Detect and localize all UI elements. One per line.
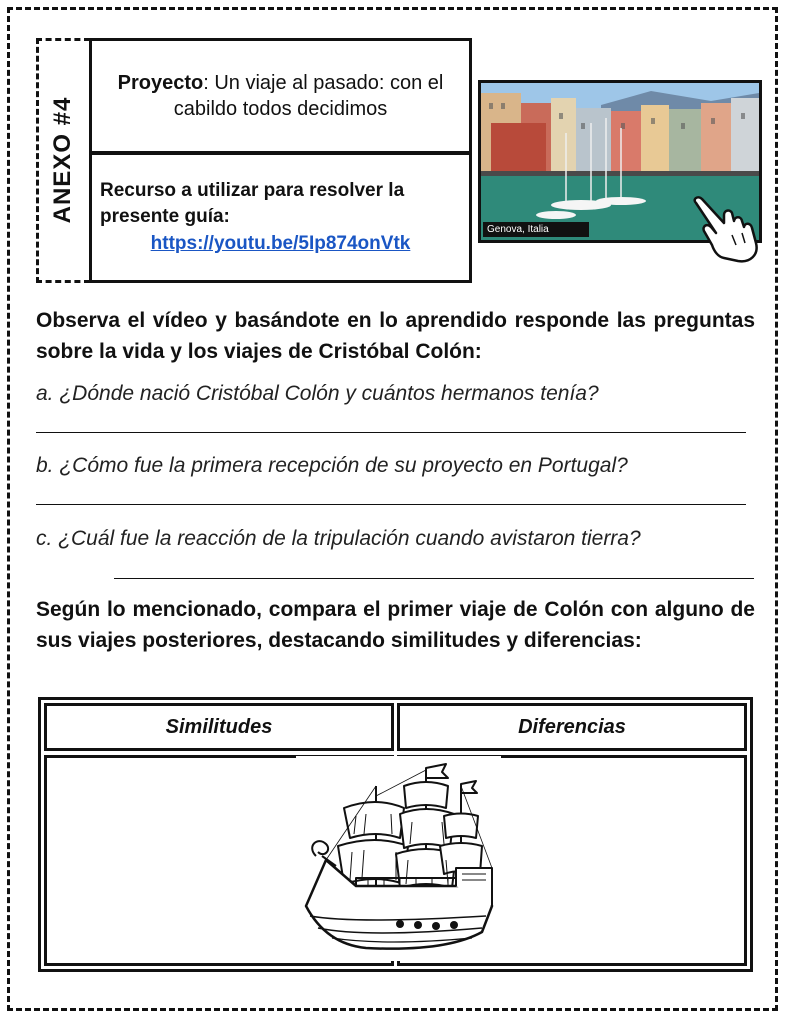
question-a: a. ¿Dónde nació Cristóbal Colón y cuántos hermanos tenía? xyxy=(36,382,599,405)
project-label: Proyecto xyxy=(117,72,204,94)
photo-caption: Genova, Italia xyxy=(483,222,589,237)
resource-label: Recurso a utilizar para resolver la presente guía: xyxy=(100,179,405,228)
instruction-compare: Según lo mencionado, compara el primer viaje de Colón con alguno de sus viajes posteriores, destacando similitudes y diferencias: xyxy=(36,598,755,652)
anexo-label: ANEXO #4 xyxy=(49,96,76,224)
project-box xyxy=(89,38,472,154)
answer-line-c[interactable] xyxy=(114,578,754,579)
answer-line-a[interactable] xyxy=(36,432,746,433)
question-c: c. ¿Cuál fue la reacción de la tripulación cuando avistaron tierra? xyxy=(36,527,641,550)
header-similitudes: Similitudes xyxy=(44,703,394,751)
answer-line-b[interactable] xyxy=(36,504,746,505)
pointing-hand-icon xyxy=(690,195,770,265)
question-b: b. ¿Cómo fue la primera recepción de su proyecto en Portugal? xyxy=(36,454,628,477)
instruction-observe: Observa el vídeo y basándote en lo aprendido responde las preguntas sobre la vida y los viajes de Cristóbal Colón: xyxy=(36,309,755,363)
caravel-ship-illustration xyxy=(296,756,501,961)
resource-box xyxy=(89,152,472,283)
header-diferencias: Diferencias xyxy=(397,703,747,751)
resource-link[interactable]: https://youtu.be/5Ip874onVtk xyxy=(150,232,411,254)
project-title: : Un viaje al pasado: con el cabildo todos decidimos xyxy=(173,72,444,120)
